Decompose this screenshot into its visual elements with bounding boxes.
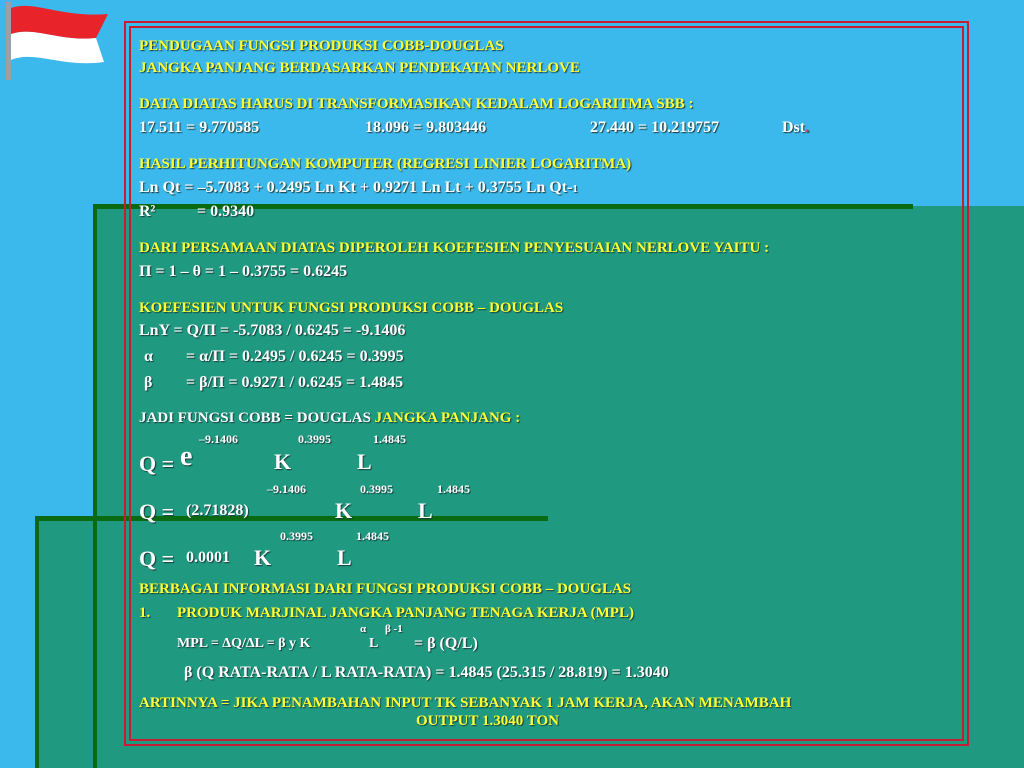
eq3-q: Q =: [139, 546, 175, 571]
function-heading-main: JADI FUNGSI COBB = DOUGLAS: [139, 410, 371, 426]
transform-item-3: 27.440 = 10.219757: [590, 119, 720, 136]
info-item-number: 1.: [139, 605, 151, 621]
r-squared-label: R²: [139, 203, 156, 220]
transform-etc-label: Dst: [782, 119, 806, 136]
eq3-k: K: [254, 545, 272, 570]
eq1-e: e: [180, 441, 193, 472]
info-item-text: PRODUK MARJINAL JANGKA PANJANG TENAGA KERJA (MPL): [177, 605, 634, 621]
eq1-q: Q =: [139, 451, 175, 476]
dark-green-edge-lower: [35, 516, 39, 768]
indonesian-flag-icon: [0, 0, 112, 82]
eq2-l: L: [418, 498, 433, 523]
mpl-sup-alpha: α: [360, 623, 367, 635]
function-heading-accent: JANGKA PANJANG :: [374, 410, 521, 426]
mpl-calculation: β (Q RATA-RATA / L RATA-RATA) = 1.4845 (25.315 / 28.819) = 1.3040: [184, 664, 669, 681]
info-heading: BERBAGAI INFORMASI DARI FUNGSI PRODUKSI COBB – DOUGLAS: [139, 581, 632, 597]
function-heading: [139, 410, 520, 427]
regression-equation-subscript: 1: [572, 183, 578, 195]
alpha-formula: = α/Π = 0.2495 / 0.6245 = 0.3995: [186, 348, 404, 365]
eq3-constant: 0.0001: [186, 549, 230, 566]
eq1-exponent-e: –9.1406: [199, 432, 238, 446]
eq2-k: K: [335, 498, 353, 523]
eq1-exponent-k: 0.3995: [298, 432, 331, 446]
coefficients-heading: KOEFESIEN UNTUK FUNGSI PRODUKSI COBB – DOUGLAS: [139, 300, 564, 316]
beta-formula: = β/Π = 0.9271 / 0.6245 = 1.4845: [186, 374, 404, 391]
lny-formula: LnY = Q/Π = -5.7083 / 0.6245 = -9.1406: [139, 322, 406, 339]
mpl-result: = β (Q/L): [414, 635, 478, 652]
nerlove-heading: DARI PERSAMAAN DIATAS DIPEROLEH KOEFESIEN PENYESUAIAN NERLOVE YAITU :: [139, 240, 770, 256]
eq2-exponent-e: –9.1406: [267, 482, 306, 496]
eq3-exponent-k: 0.3995: [280, 529, 313, 543]
conclusion-line-2: OUTPUT 1.3040 TON: [416, 713, 559, 729]
mpl-formula: MPL = ΔQ/ΔL = β y K: [177, 636, 311, 651]
eq3-l: L: [337, 545, 352, 570]
eq2-exponent-l: 1.4845: [437, 482, 470, 496]
eq1-exponent-l: 1.4845: [373, 432, 406, 446]
transform-item-1: 17.511 = 9.770585: [139, 119, 260, 136]
eq1-l: L: [357, 449, 372, 474]
conclusion-line-1: ARTINNYA = JIKA PENAMBAHAN INPUT TK SEBANYAK 1 JAM KERJA, AKAN MENAMBAH: [139, 695, 792, 711]
r-squared-value: = 0.9340: [197, 203, 255, 220]
eq1-k: K: [274, 449, 292, 474]
eq3-exponent-l: 1.4845: [356, 529, 389, 543]
dark-green-edge-upper: [93, 204, 97, 768]
transform-item-2: 18.096 = 9.803446: [365, 119, 487, 136]
transform-item-etc: [782, 119, 809, 137]
mpl-sup-beta: β -1: [385, 623, 403, 635]
eq2-base: (2.71828): [186, 502, 249, 519]
transform-etc-dot: .: [805, 119, 810, 136]
transform-heading: DATA DIATAS HARUS DI TRANSFORMASIKAN KEDALAM LOGARITMA SBB :: [139, 96, 694, 112]
mpl-l: L: [369, 636, 379, 651]
alpha-symbol: α: [144, 348, 153, 365]
eq2-exponent-k: 0.3995: [360, 482, 393, 496]
regression-equation-text: Ln Qt = –5.7083 + 0.2495 Ln Kt + 0.9271 Ln Lt + 0.3755 Ln Qt-: [139, 179, 573, 196]
title-line-1: PENDUGAAN FUNGSI PRODUKSI COBB-DOUGLAS: [139, 38, 504, 54]
regression-heading: HASIL PERHITUNGAN KOMPUTER (REGRESI LINIER LOGARITMA): [139, 156, 632, 172]
regression-equation: [139, 179, 578, 197]
nerlove-formula: Π = 1 – θ = 1 – 0.3755 = 0.6245: [139, 263, 348, 280]
title-line-2: JANGKA PANJANG BERDASARKAN PENDEKATAN NERLOVE: [139, 60, 580, 76]
beta-symbol: β: [144, 374, 153, 391]
eq2-q: Q =: [139, 499, 175, 524]
